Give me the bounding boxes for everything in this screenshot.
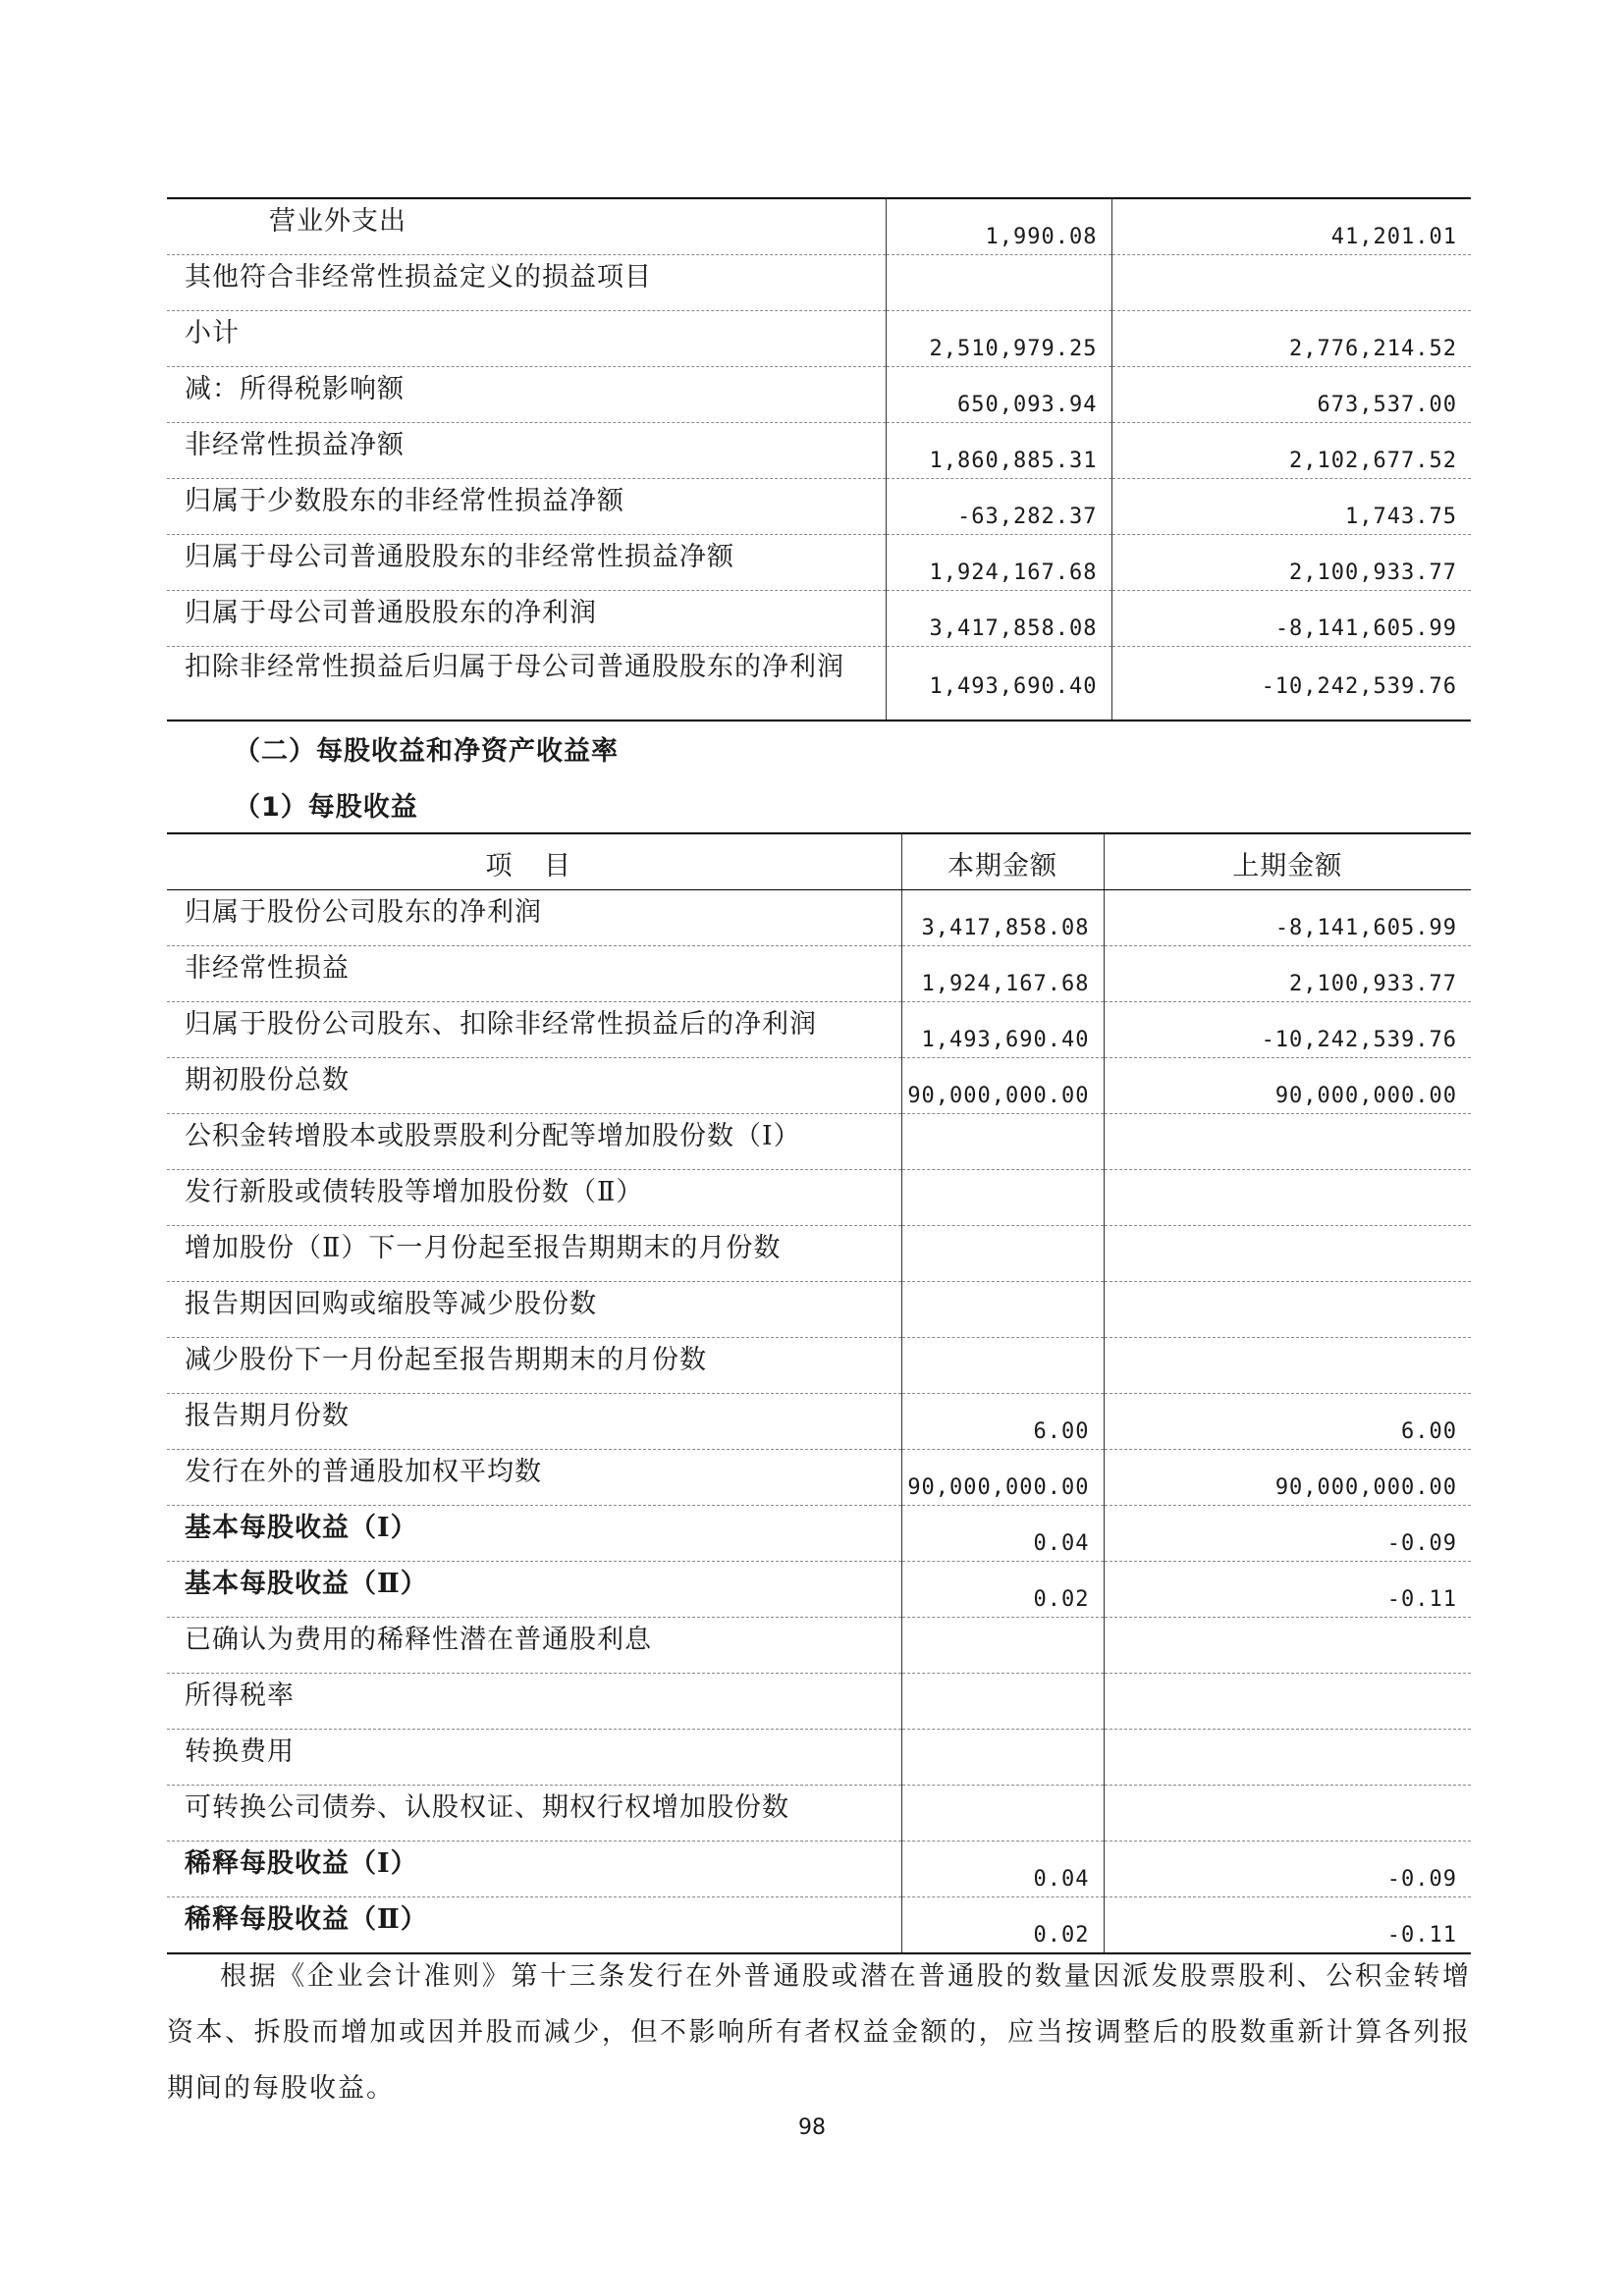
table-row [167, 479, 1471, 535]
current-amount-cell [901, 890, 1104, 946]
label-cell [167, 1674, 901, 1730]
row-label: 稀释每股收益（Ⅰ） [185, 1848, 418, 1879]
label-cell [167, 1226, 901, 1282]
header-item: 项 目 [485, 851, 583, 881]
eps-note-paragraph [167, 1949, 1471, 2116]
label-cell [167, 1450, 901, 1506]
row-label: 小计 [185, 318, 240, 348]
prior-amount: -8,141,605.99 [1274, 916, 1457, 940]
table-row [167, 1618, 1471, 1674]
current-amount: 0.04 [1033, 1531, 1090, 1556]
row-label: 公积金转增股本或股票股利分配等增加股份数（Ⅰ） [185, 1121, 801, 1151]
current-amount: 0.02 [1033, 1923, 1090, 1948]
current-amount-cell [886, 647, 1111, 721]
row-label: 扣除非经常性损益后归属于母公司普通股股东的净利润 [185, 652, 844, 682]
current-amount: 90,000,000.00 [907, 1475, 1090, 1500]
current-amount: 1,493,690.40 [921, 1028, 1090, 1052]
current-amount-cell [886, 591, 1111, 647]
table-row [167, 647, 1471, 721]
table-row [167, 1058, 1471, 1114]
current-amount: 1,990.08 [985, 225, 1098, 249]
label-cell [167, 1786, 901, 1842]
row-label: 期初股份总数 [185, 1065, 350, 1095]
row-label: 非经常性损益 [185, 953, 350, 984]
table-row [167, 1394, 1471, 1450]
row-label: 已确认为费用的稀释性潜在普通股利息 [185, 1625, 652, 1655]
current-amount: 650,093.94 [957, 393, 1098, 417]
prior-amount-cell [1104, 1282, 1471, 1338]
label-cell [167, 1114, 901, 1170]
prior-amount [1105, 1786, 1472, 1811]
label-cell [167, 255, 886, 311]
row-label: 基本每股收益（Ⅰ） [185, 1513, 418, 1543]
header-current: 本期金额 [947, 851, 1057, 881]
current-amount-cell [901, 1618, 1104, 1674]
table-row [167, 1450, 1471, 1506]
current-amount-cell [886, 479, 1111, 535]
prior-amount-cell [1104, 1450, 1471, 1506]
row-label: 营业外支出 [269, 206, 406, 237]
row-label: 发行新股或债转股等增加股份数（Ⅱ） [185, 1177, 644, 1207]
current-amount [902, 1170, 1104, 1196]
prior-amount [1105, 1114, 1472, 1140]
row-label: 归属于股份公司股东、扣除非经常性损益后的净利润 [185, 1009, 817, 1040]
table-row [167, 946, 1471, 1002]
current-amount-cell [901, 1282, 1104, 1338]
header-prior: 上期金额 [1232, 851, 1343, 881]
label-cell [167, 1897, 901, 1954]
current-amount [887, 255, 1111, 281]
current-amount-cell [901, 1058, 1104, 1114]
current-amount-cell [901, 1338, 1104, 1394]
current-amount-cell [901, 1674, 1104, 1730]
current-amount: 6.00 [1033, 1419, 1090, 1444]
current-amount-cell [886, 198, 1111, 255]
row-label: 其他符合非经常性损益定义的损益项目 [185, 262, 652, 293]
table-row [167, 1226, 1471, 1282]
row-label: 归属于少数股东的非经常性损益净额 [185, 486, 624, 516]
label-cell [167, 535, 886, 591]
prior-amount: -0.11 [1386, 1923, 1457, 1948]
row-label: 所得税率 [185, 1681, 295, 1711]
current-amount: 1,924,167.68 [929, 561, 1098, 585]
current-amount-cell [901, 1114, 1104, 1170]
current-amount-cell [901, 1450, 1104, 1506]
prior-amount-cell [1111, 479, 1471, 535]
prior-amount: -8,141,605.99 [1274, 616, 1457, 641]
prior-amount: 2,102,677.52 [1289, 449, 1457, 473]
current-amount: 2,510,979.25 [929, 337, 1098, 361]
current-amount-cell [901, 1002, 1104, 1058]
current-amount-cell [901, 1226, 1104, 1282]
prior-amount: 90,000,000.00 [1274, 1475, 1457, 1500]
label-cell [167, 1394, 901, 1450]
prior-amount-cell [1111, 367, 1471, 423]
prior-amount-cell [1104, 1730, 1471, 1786]
table-row [167, 423, 1471, 479]
prior-amount-cell [1104, 1618, 1471, 1674]
label-cell [167, 647, 886, 721]
table-row [167, 1338, 1471, 1394]
row-label: 归属于母公司普通股股东的非经常性损益净额 [185, 542, 734, 572]
table-row [167, 535, 1471, 591]
current-amount: 1,860,885.31 [929, 449, 1098, 473]
label-cell [167, 946, 901, 1002]
label-cell [167, 1170, 901, 1226]
section-title-eps-roe: （二）每股收益和净资产收益率 [234, 736, 619, 767]
row-label: 基本每股收益（Ⅱ） [185, 1569, 428, 1599]
table-row [167, 1170, 1471, 1226]
table-row [167, 255, 1471, 311]
prior-amount-cell [1104, 1058, 1471, 1114]
earnings-per-share-table [167, 832, 1471, 1954]
prior-amount-cell [1104, 1506, 1471, 1562]
prior-amount-cell [1104, 1674, 1471, 1730]
header-cell [1104, 833, 1471, 890]
prior-amount-cell [1111, 255, 1471, 311]
table-row [167, 198, 1471, 255]
table-body [167, 198, 1471, 721]
section-title-eps: （1）每股收益 [234, 792, 418, 823]
current-amount-cell [901, 1842, 1104, 1897]
row-label: 增加股份（Ⅱ）下一月份起至报告期期末的月份数 [185, 1233, 782, 1263]
table-row [167, 367, 1471, 423]
prior-amount: 673,537.00 [1317, 393, 1457, 417]
current-amount-cell [886, 423, 1111, 479]
current-amount-cell [886, 367, 1111, 423]
current-amount [902, 1114, 1104, 1140]
prior-amount-cell [1104, 1170, 1471, 1226]
current-amount-cell [901, 1506, 1104, 1562]
table-row [167, 1114, 1471, 1170]
table-row [167, 1730, 1471, 1786]
prior-amount-cell [1104, 1226, 1471, 1282]
prior-amount [1105, 1226, 1472, 1252]
prior-amount-cell [1104, 1338, 1471, 1394]
prior-amount: 6.00 [1401, 1419, 1457, 1444]
label-cell [167, 1618, 901, 1674]
current-amount [902, 1786, 1104, 1811]
current-amount: 3,417,858.08 [929, 616, 1098, 641]
header-cell [901, 833, 1104, 890]
table-row [167, 591, 1471, 647]
prior-amount-cell [1104, 1842, 1471, 1897]
prior-amount [1105, 1282, 1472, 1308]
prior-amount: -0.11 [1386, 1587, 1457, 1612]
current-amount [902, 1618, 1104, 1643]
row-label: 转换费用 [185, 1736, 295, 1767]
prior-amount-cell [1104, 1114, 1471, 1170]
table-body [167, 833, 1471, 1953]
table-row [167, 1562, 1471, 1618]
row-label: 减少股份下一月份起至报告期期末的月份数 [185, 1345, 707, 1375]
current-amount [902, 1282, 1104, 1308]
current-amount [902, 1730, 1104, 1755]
label-cell [167, 479, 886, 535]
non-recurring-gains-table [167, 197, 1471, 721]
prior-amount-cell [1111, 591, 1471, 647]
table-row [167, 1897, 1471, 1954]
prior-amount-cell [1104, 946, 1471, 1002]
prior-amount [1105, 1618, 1472, 1643]
label-cell [167, 1002, 901, 1058]
row-label: 报告期月份数 [185, 1401, 350, 1431]
row-label: 归属于股份公司股东的净利润 [185, 897, 542, 928]
prior-amount [1112, 255, 1472, 281]
label-cell [167, 198, 886, 255]
label-cell [167, 423, 886, 479]
table-row [167, 1506, 1471, 1562]
prior-amount: -0.09 [1386, 1867, 1457, 1892]
current-amount-cell [901, 1897, 1104, 1954]
prior-amount: -10,242,539.76 [1261, 674, 1457, 699]
label-cell [167, 367, 886, 423]
prior-amount: 90,000,000.00 [1274, 1084, 1457, 1108]
row-label: 发行在外的普通股加权平均数 [185, 1457, 542, 1487]
current-amount: 90,000,000.00 [907, 1084, 1090, 1108]
note-text: 根据《企业会计准则》第十三条发行在外普通股或潜在普通股的数量因派发股票股利、公积金转增资本、拆股而增加或因并股而减少，但不影响所有者权益金额的，应当按调整后的股数重新计算各列报期间的每股收益。 [167, 1961, 1471, 2104]
label-cell [167, 1730, 901, 1786]
label-cell [167, 1058, 901, 1114]
prior-amount: -10,242,539.76 [1261, 1028, 1457, 1052]
label-cell [167, 1338, 901, 1394]
prior-amount: 2,100,933.77 [1289, 561, 1457, 585]
prior-amount: 1,743.75 [1345, 505, 1457, 529]
label-cell [167, 1562, 901, 1618]
prior-amount: 41,201.01 [1330, 225, 1457, 249]
label-cell [167, 591, 886, 647]
label-cell [167, 311, 886, 367]
prior-amount [1105, 1674, 1472, 1699]
row-label: 非经常性损益净额 [185, 430, 405, 460]
label-cell [167, 1282, 901, 1338]
table-row [167, 1786, 1471, 1842]
current-amount-cell [886, 311, 1111, 367]
prior-amount-cell [1104, 1394, 1471, 1450]
prior-amount-cell [1111, 423, 1471, 479]
prior-amount-cell [1111, 311, 1471, 367]
current-amount-cell [901, 1170, 1104, 1226]
prior-amount-cell [1111, 198, 1471, 255]
page-number: 98 [798, 2115, 826, 2140]
row-label: 报告期因回购或缩股等减少股份数 [185, 1289, 597, 1319]
table-row [167, 311, 1471, 367]
current-amount [902, 1674, 1104, 1699]
prior-amount-cell [1111, 535, 1471, 591]
label-cell [167, 1506, 901, 1562]
prior-amount-cell [1104, 1786, 1471, 1842]
table-header-row [167, 833, 1471, 890]
current-amount: -63,282.37 [957, 505, 1098, 529]
row-label: 减：所得税影响额 [185, 374, 405, 404]
current-amount-cell [901, 946, 1104, 1002]
prior-amount-cell [1104, 1897, 1471, 1954]
table-row [167, 1002, 1471, 1058]
prior-amount: 2,776,214.52 [1289, 337, 1457, 361]
label-cell [167, 1842, 901, 1897]
prior-amount-cell [1111, 647, 1471, 721]
current-amount-cell [901, 1786, 1104, 1842]
prior-amount-cell [1104, 890, 1471, 946]
row-label: 可转换公司债券、认股权证、期权行权增加股份数 [185, 1792, 789, 1823]
current-amount: 3,417,858.08 [921, 916, 1090, 940]
table-row [167, 1674, 1471, 1730]
prior-amount-cell [1104, 1562, 1471, 1618]
prior-amount: 2,100,933.77 [1289, 972, 1457, 996]
current-amount: 0.02 [1033, 1587, 1090, 1612]
table-row [167, 890, 1471, 946]
table-row [167, 1282, 1471, 1338]
label-cell [167, 890, 901, 946]
row-label: 稀释每股收益（Ⅱ） [185, 1904, 428, 1935]
current-amount: 0.04 [1033, 1867, 1090, 1892]
current-amount-cell [901, 1394, 1104, 1450]
current-amount-cell [886, 255, 1111, 311]
current-amount-cell [901, 1730, 1104, 1786]
table-row [167, 1842, 1471, 1897]
prior-amount-cell [1104, 1002, 1471, 1058]
current-amount [902, 1226, 1104, 1252]
prior-amount [1105, 1338, 1472, 1363]
current-amount-cell [886, 535, 1111, 591]
prior-amount [1105, 1730, 1472, 1755]
current-amount: 1,493,690.40 [929, 674, 1098, 699]
current-amount [902, 1338, 1104, 1363]
prior-amount: -0.09 [1386, 1531, 1457, 1556]
current-amount-cell [901, 1562, 1104, 1618]
prior-amount [1105, 1170, 1472, 1196]
row-label: 归属于母公司普通股股东的净利润 [185, 598, 597, 628]
header-cell [167, 833, 901, 890]
current-amount: 1,924,167.68 [921, 972, 1090, 996]
